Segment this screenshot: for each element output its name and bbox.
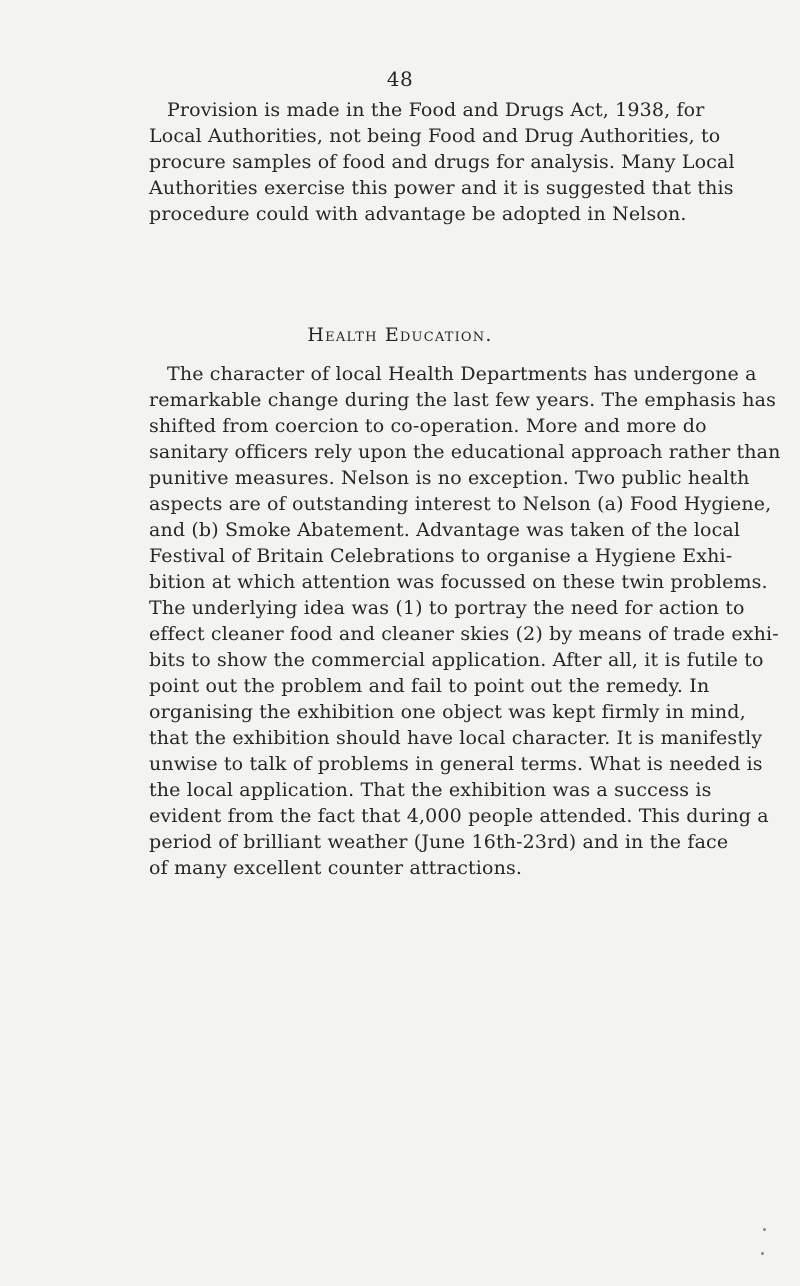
text-line: unwise to talk of problems in general terms. What is needed is <box>149 753 763 775</box>
text-line: the local application. That the exhibition was a success is <box>149 779 712 801</box>
text-line: and (b) Smoke Abatement. Advantage was taken of the local <box>149 519 741 541</box>
paragraph-food-drugs-act <box>149 97 735 227</box>
text-line: aspects are of outstanding interest to Nelson (a) Food Hygiene, <box>149 493 772 515</box>
text-line: The underlying idea was (1) to portray the need for action to <box>149 597 745 619</box>
text-line: period of brilliant weather (June 16th-23rd) and in the face <box>149 831 729 853</box>
text-line: shifted from coercion to co-operation. More and more do <box>149 415 707 437</box>
text-line: evident from the fact that 4,000 people attended. This during a <box>149 805 769 827</box>
text-line: sanitary officers rely upon the educational approach rather than <box>149 441 781 463</box>
text-line: organising the exhibition one object was kept firmly in mind, <box>149 701 746 723</box>
text-line: bition at which attention was focussed on these twin problems. <box>149 571 768 593</box>
text-line: point out the problem and fail to point out the remedy. In <box>149 675 710 697</box>
text-line: effect cleaner food and cleaner skies (2) by means of trade exhi- <box>149 623 779 645</box>
page-number: 48 <box>386 67 414 91</box>
paragraph-health-education <box>149 361 781 881</box>
text-line: Authorities exercise this power and it is suggested that this <box>149 177 734 199</box>
text-line: bits to show the commercial application. After all, it is futile to <box>149 649 764 671</box>
text-line: that the exhibition should have local character. It is manifestly <box>149 727 763 749</box>
text-line: Local Authorities, not being Food and Drug Authorities, to <box>149 125 721 147</box>
text-line: Festival of Britain Celebrations to organise a Hygiene Exhi- <box>149 545 733 567</box>
text-line: punitive measures. Nelson is no exception. Two public health <box>149 467 750 489</box>
paper-speck <box>763 1228 766 1231</box>
text-line: Provision is made in the Food and Drugs Act, 1938, for <box>167 99 705 121</box>
section-heading-health-education: Health Education. <box>307 324 493 346</box>
text-line: remarkable change during the last few years. The emphasis has <box>149 389 777 411</box>
text-line: procedure could with advantage be adopted in Nelson. <box>149 203 687 225</box>
text-line: The character of local Health Departments has undergone a <box>167 363 757 385</box>
text-line: procure samples of food and drugs for analysis. Many Local <box>149 151 735 173</box>
paper-speck <box>761 1252 764 1255</box>
text-line: of many excellent counter attractions. <box>149 857 523 879</box>
